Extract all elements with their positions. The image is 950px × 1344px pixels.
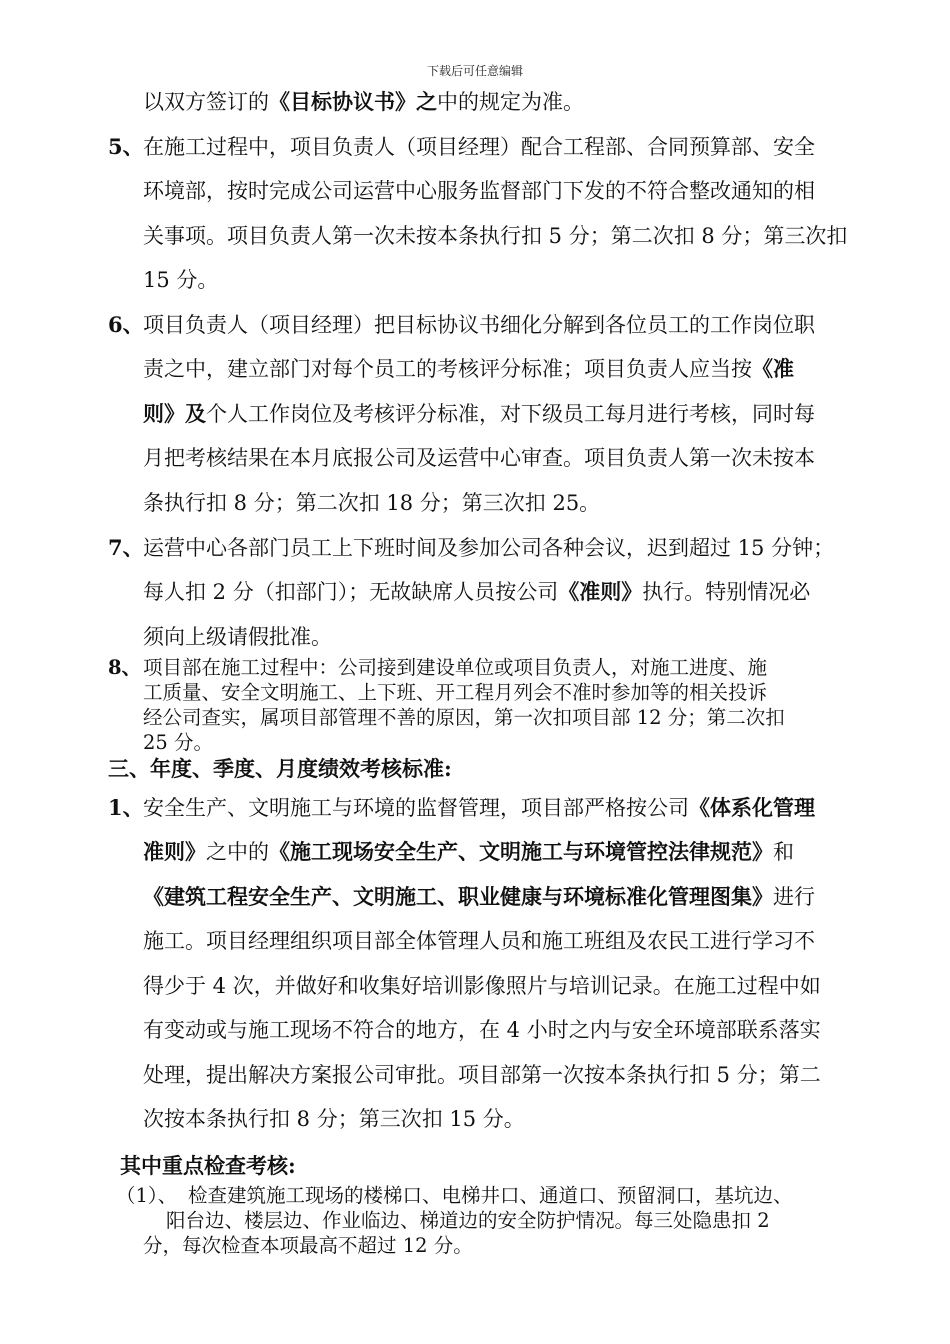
item-7-line-3: 须向上级请假批准。 [143, 625, 332, 649]
rule-ref: 《准则》 [558, 579, 643, 604]
text-run: 每人扣 2 分（扣部门）；无故缺席人员按公司 [143, 580, 559, 604]
document-title-ref: 《目标协议书》之 [269, 89, 437, 114]
item-5-line-3: 关事项。项目负责人第一次未按本条执行扣 5 分；第二次扣 8 分；第三次扣 [143, 224, 848, 248]
rule-ref: 《体系化管理 [689, 795, 815, 820]
section-heading: 三、年度、季度、月度绩效考核标准: [108, 756, 452, 781]
item-6-line-1: 项目负责人（项目经理）把目标协议书细化分解到各位员工的工作岗位职 [143, 313, 815, 337]
item-5-line-2: 环境部，按时完成公司运营中心服务监督部门下发的不符合整改通知的相 [143, 179, 815, 203]
section-item-1-line-7: 处理，提出解决方案报公司审批。项目部第一次按本条执行扣 5 分；第二 [143, 1063, 821, 1087]
item-number-6: 6、 [108, 312, 144, 337]
section-item-1-line-6: 有变动或与施工现场不符合的地方，在 4 小时之内与安全环境部联系落实 [143, 1018, 821, 1042]
item-6-line-3 [143, 400, 815, 428]
text-run: 中的规定为准。 [437, 90, 584, 114]
section-item-1-line-5: 得少于 4 次，并做好和收集好培训影像照片与培训记录。在施工过程中如 [143, 974, 821, 998]
check-item-1-line-3: 分，每次检查本项最高不超过 12 分。 [143, 1234, 473, 1257]
check-item-1-line-1: 检查建筑施工现场的楼梯口、电梯井口、通道口、预留洞口，基坑边、 [188, 1184, 793, 1207]
check-item-1-line-2: 阳台边、楼层边、作业临边、梯道边的安全防护情况。每三处隐患扣 2 [166, 1209, 770, 1232]
item-8-line-2: 工质量、安全文明施工、上下班、开工程月列会不准时参加等的相关投诉 [143, 681, 768, 704]
text-run: 之中的 [206, 840, 269, 864]
page-header: 下载后可任意编辑 [426, 64, 523, 78]
text-run: 安全生产、文明施工与环境的监督管理，项目部严格按公司 [143, 796, 689, 820]
item-7-line-1: 运营中心各部门员工上下班时间及参加公司各种会议，迟到超过 15 分钟； [143, 536, 835, 560]
item-5-line-1: 在施工过程中，项目负责人（项目经理）配合工程部、合同预算部、安全 [143, 135, 815, 159]
text-run: 进行 [773, 885, 815, 909]
rule-ref: 准则》 [143, 839, 206, 864]
item-7-line-2 [143, 578, 810, 606]
section-item-1-line-1 [143, 794, 815, 822]
section-item-number-1: 1、 [108, 795, 144, 820]
text-run: 个人工作岗位及考核评分标准，对下级员工每月进行考核，同时每 [206, 402, 815, 426]
item-number-8: 8、 [108, 656, 142, 679]
rule-ref: 则》及 [143, 401, 206, 426]
paragraph-line [143, 88, 584, 116]
section-item-1-line-3 [143, 883, 815, 911]
section-item-1-line-2 [143, 838, 794, 866]
text-run: 和 [773, 840, 794, 864]
item-8-line-3: 经公司查实，属项目部管理不善的原因，第一次扣项目部 12 分；第二次扣 [143, 706, 785, 729]
section-item-1-line-8: 次按本条执行扣 8 分；第三次扣 15 分。 [143, 1107, 525, 1131]
rule-ref: 《准 [752, 356, 794, 381]
section-item-1-line-4: 施工。项目经理组织项目部全体管理人员和施工班组及农民工进行学习不 [143, 929, 815, 953]
check-item-number-1: （1）、 [116, 1184, 178, 1207]
item-number-7: 7、 [108, 535, 144, 560]
text-run: 责之中，建立部门对每个员工的考核评分标准；项目负责人应当按 [143, 357, 752, 381]
text-run: 以双方签订的 [143, 90, 269, 114]
item-8-line-1: 项目部在施工过程中：公司接到建设单位或项目负责人，对施工进度、施 [143, 656, 768, 679]
item-8-line-4: 25 分。 [143, 731, 214, 754]
key-check-heading: 其中重点检查考核: [120, 1153, 296, 1178]
item-6-line-2 [143, 355, 794, 383]
item-number-5: 5、 [108, 134, 144, 159]
item-6-line-4: 月把考核结果在本月底报公司及运营中心审查。项目负责人第一次未按本 [143, 446, 815, 470]
item-5-line-4: 15 分。 [143, 268, 219, 292]
atlas-ref: 《建筑工程安全生产、文明施工、职业健康与环境标准化管理图集》 [143, 884, 773, 909]
regulation-ref: 《施工现场安全生产、文明施工与环境管控法律规范》 [269, 839, 773, 864]
text-run: 执行。特别情况必 [642, 580, 811, 604]
item-6-line-5: 条执行扣 8 分；第二次扣 18 分；第三次扣 25。 [143, 491, 601, 515]
